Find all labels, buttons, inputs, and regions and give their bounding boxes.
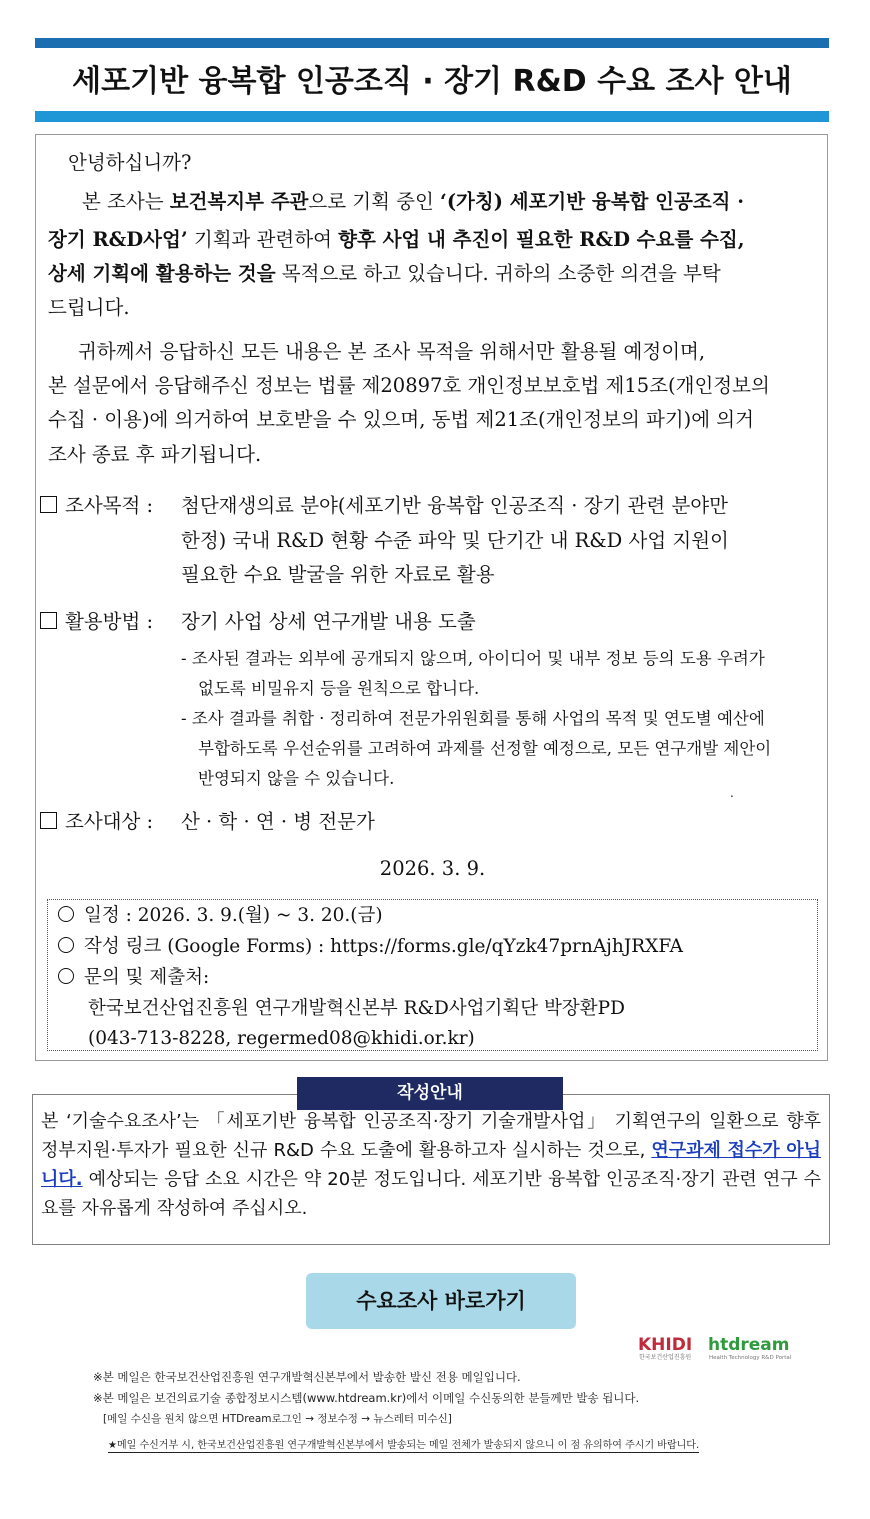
circle-bullet-icon — [58, 968, 74, 984]
purpose-text: 필요한 수요 발굴을 위한 자료로 활용 — [181, 563, 495, 586]
usage-bullet-cont: 반영되지 않을 수 있습니다. — [198, 769, 395, 788]
guide-text — [41, 1107, 821, 1223]
intro-text: 본 조사는 — [82, 190, 170, 213]
khidi-logo-subtext: 한국보건산업진흥원 — [639, 1354, 692, 1361]
title-top-bar — [35, 38, 829, 48]
contact-org: 한국보건산업진흥원 연구개발혁신본부 R&D사업기획단 박장환PD — [88, 998, 625, 1019]
schedule-text: 일정 : 2026. 3. 9.(월) ~ 3. 20.(금) — [84, 905, 383, 926]
program-name: ‘(가칭) 세포기반 융복합 인공조직 · — [440, 190, 745, 213]
khidi-logo-text: KHIDI — [638, 1335, 693, 1355]
intro-text: 수집 · 이용)에 의거하여 보호받을 수 있으며, 동법 제21조(개인정보의 파기)에 의거 — [48, 408, 754, 431]
footer-note-3: [메일 수신을 원치 않으면 HTDream로그인 → 정보수정 → 뉴스레터 미수신] — [103, 1413, 452, 1425]
schedule-row — [58, 901, 383, 931]
intro-text: 본 설문에서 응답해주신 정보는 법률 제20897호 개인정보보호법 제15조(개인정보의 — [48, 374, 770, 397]
guide-emphasis: 연구과제 접수가 아닙니다. — [41, 1140, 821, 1190]
purpose-label: 조사목적 : — [65, 494, 154, 517]
greeting: 안녕하십니까? — [68, 151, 192, 174]
guide-text-part: 예상되는 응답 소요 시간은 약 20분 정도입니다. 세포기반 융복합 인공조직·장기 관련 연구 수요를 자유롭게 작성하여 주십시오. — [41, 1169, 821, 1219]
main-notice-box — [35, 134, 828, 1061]
intro-text: 조사 종료 후 파기됩니다. — [48, 443, 262, 466]
target-label: 조사대상 : — [65, 810, 154, 833]
circle-bullet-icon — [58, 906, 74, 922]
page-title: 세포기반 융복합 인공조직 · 장기 R&D 수요 조사 안내 — [72, 64, 792, 99]
intro-bold: 보건복지부 주관 — [169, 190, 309, 213]
checkbox-icon — [40, 812, 57, 829]
contact-label: 문의 및 제출처: — [84, 967, 210, 988]
intro-text: 귀하께서 응답하신 모든 내용은 본 조사 목적을 위해서만 활용될 예정이며, — [78, 340, 706, 363]
info-box — [47, 899, 818, 1051]
notice-date: 2026. 3. 9. — [379, 857, 486, 880]
link-row[interactable] — [58, 932, 683, 962]
usage-label-row — [40, 605, 153, 639]
contact-row — [58, 963, 209, 993]
usage-text: 장기 사업 상세 연구개발 내용 도출 — [181, 610, 476, 633]
stray-dot: . — [730, 786, 734, 800]
usage-bullet-cont: 부합하도록 우선순위를 고려하여 과제를 선정할 예정으로, 모든 연구개발 제안이 — [198, 739, 772, 758]
form-link[interactable]: 작성 링크 (Google Forms) : https://forms.gle/qYzk47prnAjhJRXFA — [84, 936, 683, 957]
htdream-logo-text: htdream — [708, 1335, 790, 1355]
usage-bullet: - 조사된 결과는 외부에 공개되지 않으며, 아이디어 및 내부 정보 등의 도용 우려가 — [181, 649, 765, 668]
intro-bold: 상세 기획에 활용하는 것을 — [48, 262, 276, 285]
intro-text: 기획과 관련하여 — [187, 228, 339, 251]
checkbox-icon — [40, 496, 57, 513]
survey-shortcut-button[interactable]: 수요조사 바로가기 — [306, 1273, 576, 1329]
htdream-logo-subtext: Health Technology R&D Portal — [709, 1355, 792, 1361]
khidi-logo — [637, 1333, 703, 1361]
usage-label: 활용방법 : — [65, 610, 154, 633]
guide-box — [32, 1094, 830, 1245]
usage-bullet-cont: 없도록 비밀유지 등을 원칙으로 합니다. — [198, 679, 480, 698]
footer-note-4: ★메일 수신거부 시, 한국보건산업진흥원 연구개발혁신본부에서 발송되는 메일 전체가 발송되지 않으니 이 점 유의하여 주시기 바랍니다. — [108, 1436, 699, 1453]
checkbox-icon — [40, 612, 57, 629]
usage-bullet: - 조사 결과를 취합 · 정리하여 전문가위원회를 통해 사업의 목적 및 연도별 예산에 — [181, 709, 765, 728]
footer-note-1: ※본 메일은 한국보건산업진흥원 연구개발혁신본부에서 발송한 발신 전용 메일입니다. — [93, 1370, 521, 1384]
program-name-cont: 장기 R&D사업’ — [48, 228, 188, 251]
guide-tab: 작성안내 — [297, 1077, 563, 1110]
intro-text: 목적으로 하고 있습니다. 귀하의 소중한 의견을 부탁 — [275, 262, 721, 285]
purpose-text: 한정) 국내 R&D 현황 수준 파악 및 단기간 내 R&D 사업 지원이 — [181, 529, 729, 552]
target-text: 산 · 학 · 연 · 병 전문가 — [181, 810, 375, 833]
title-bottom-bar — [35, 111, 829, 122]
purpose-label-row — [40, 489, 153, 523]
target-label-row — [40, 805, 153, 839]
purpose-text: 첨단재생의료 분야(세포기반 융복합 인공조직 · 장기 관련 분야만 — [181, 494, 728, 517]
htdream-logo — [707, 1333, 797, 1361]
intro-text: 으로 기획 중인 — [308, 190, 441, 213]
intro-bold: 향후 사업 내 추진이 필요한 R&D 수요를 수집, — [338, 228, 745, 251]
contact-detail: (043-713-8228, regermed08@khidi.or.kr) — [88, 1028, 475, 1049]
footer-note-2: ※본 메일은 보건의료기술 종합정보시스템(www.htdream.kr)에서 이메일 수신동의한 분들께만 발송 됩니다. — [93, 1391, 640, 1405]
circle-bullet-icon — [58, 937, 74, 953]
intro-text: 드립니다. — [48, 296, 130, 319]
guide-text-part: 본 ‘기술수요조사’는 「세포기반 융복합 인공조직·장기 기술개발사업」 기획연구의 일환으로 향후 정부지원·투자가 필요한 신규 R&D 수요 도출에 활용하고자 실시하는 것으로, — [41, 1111, 821, 1161]
